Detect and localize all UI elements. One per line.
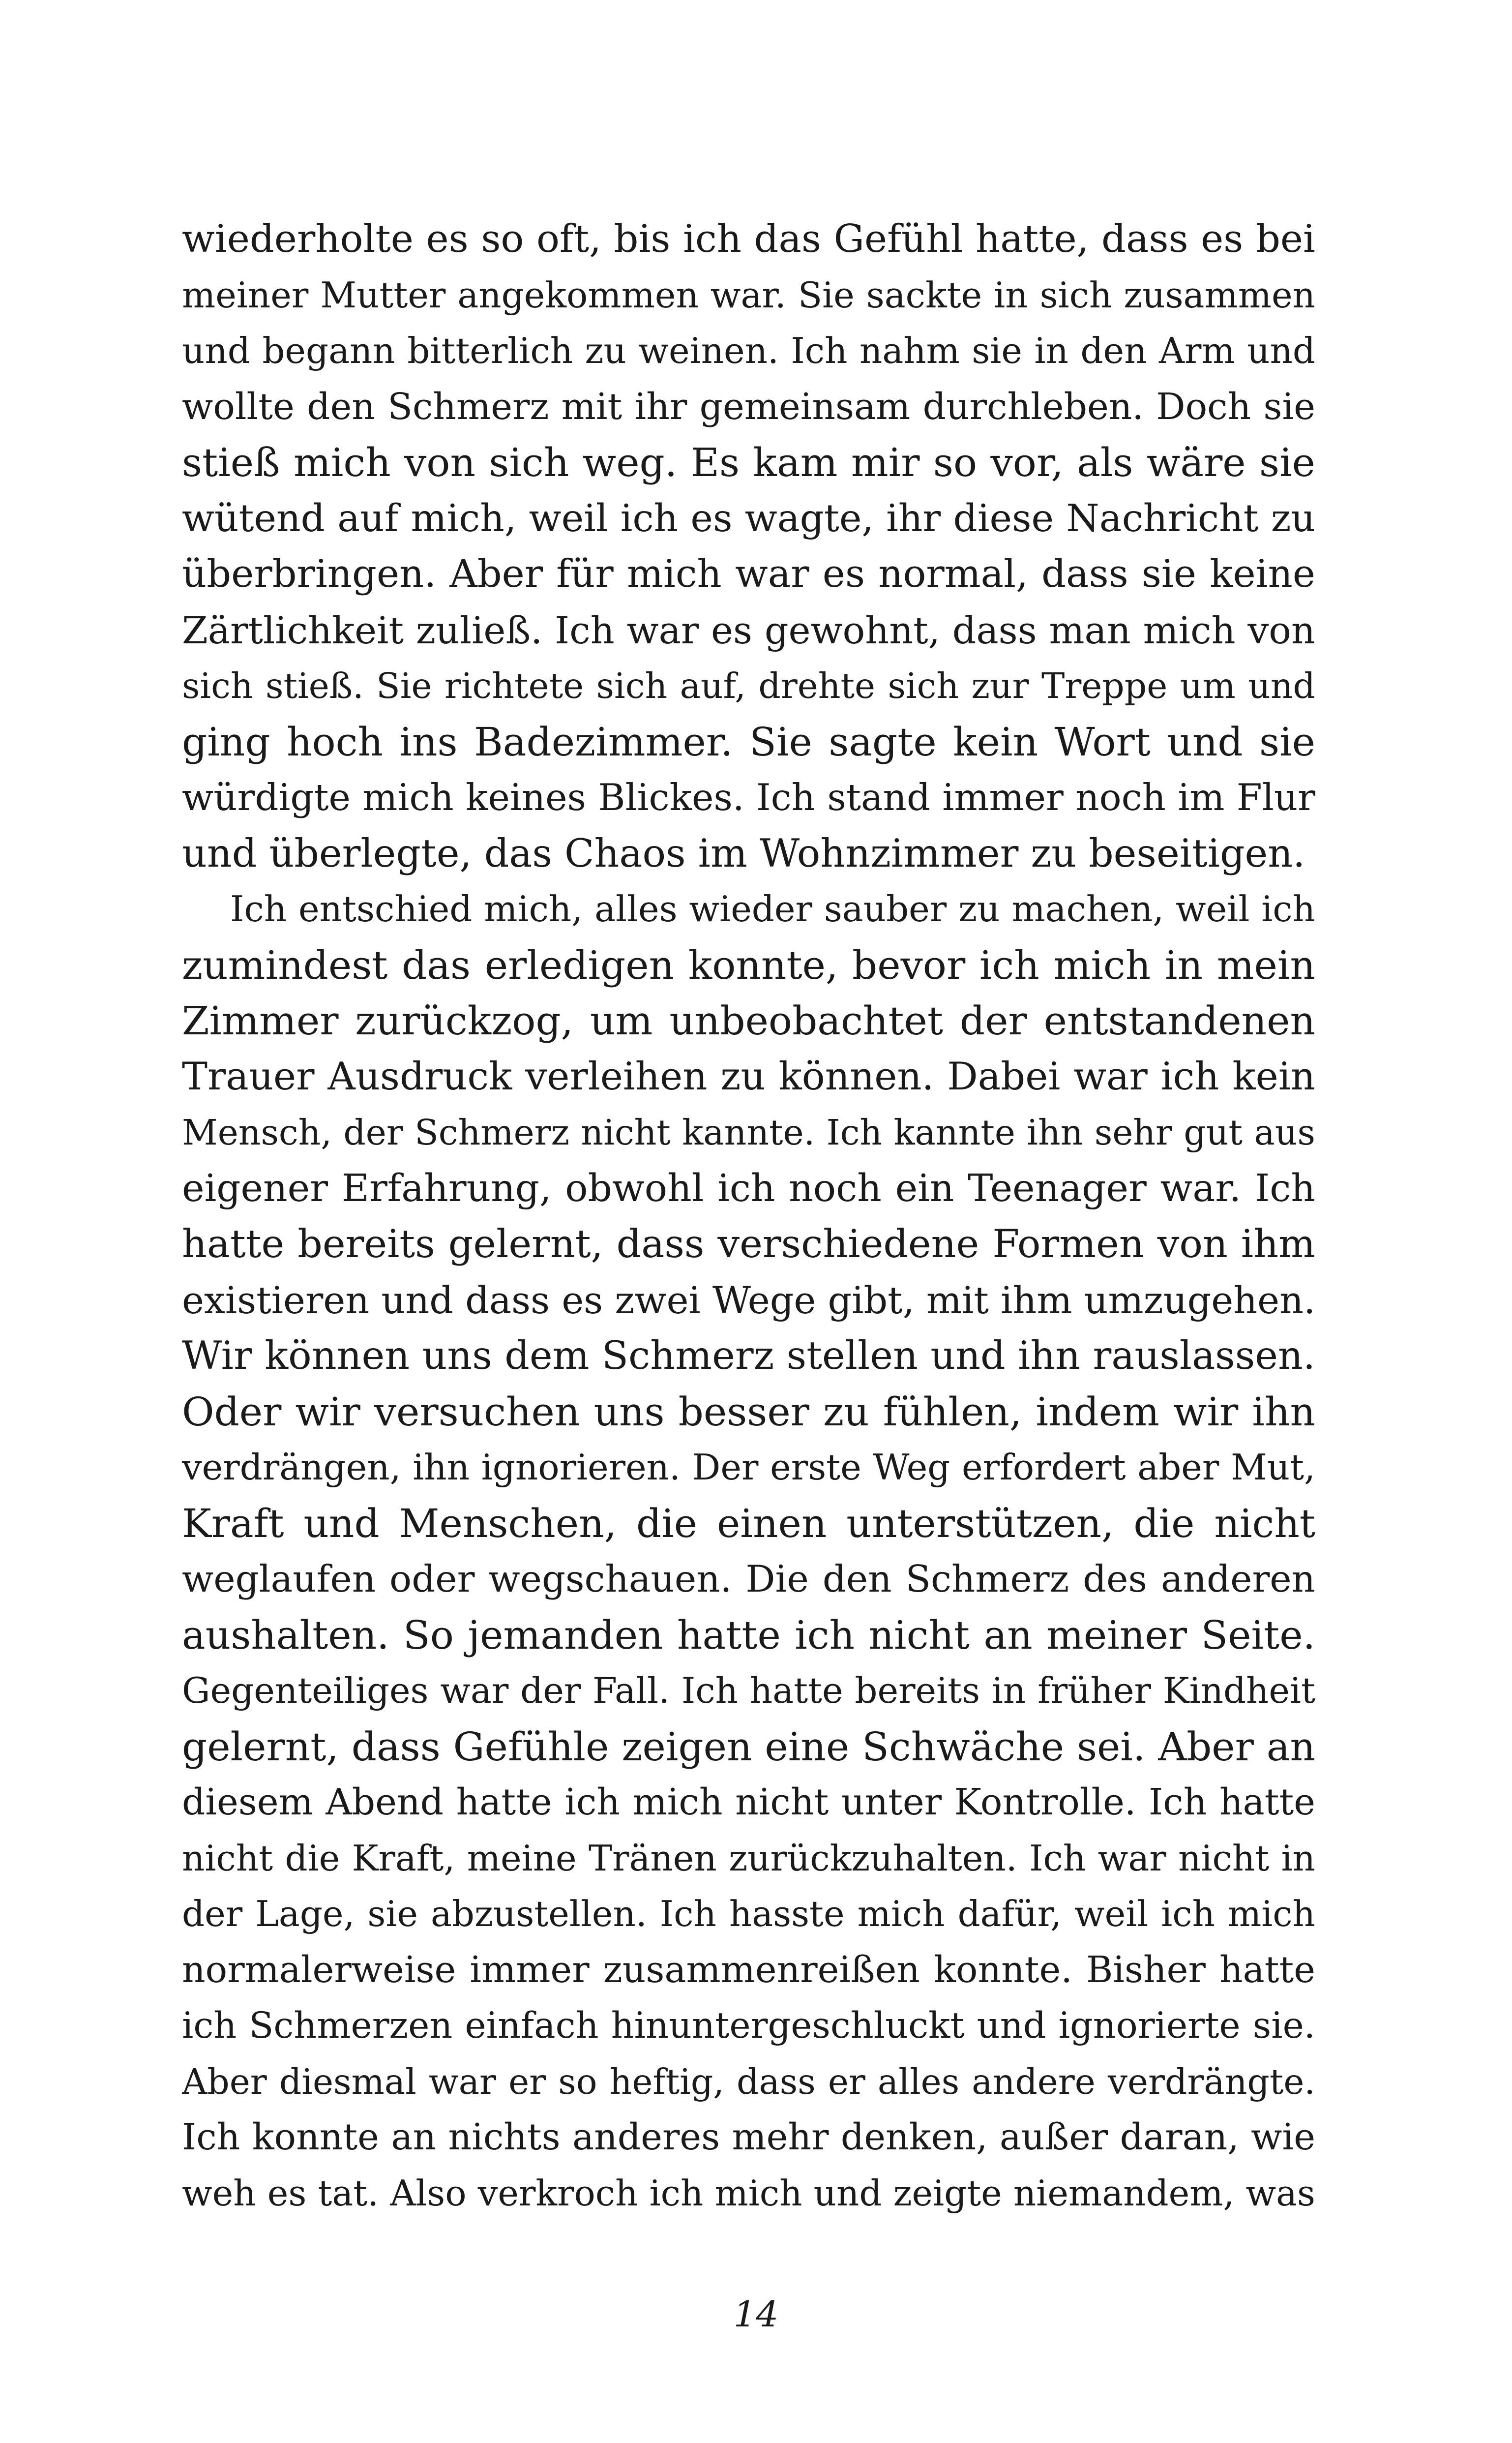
paragraph-1 xyxy=(182,211,1315,881)
text-line: verdrängen, ihn ignorieren. Der erste Weg erfordert aber Mut, xyxy=(182,1447,1315,1488)
body-text xyxy=(182,211,1315,2221)
text-line: Kraft und Menschen, die einen unterstützen, die nicht xyxy=(182,1500,1315,1546)
text-line: wütend auf mich, weil ich es wagte, ihr diese Nachricht zu xyxy=(182,496,1315,541)
text-line: sich stieß. Sie richtete sich auf, drehte sich zur Treppe um und xyxy=(182,665,1315,706)
text-line: und überlegte, das Chaos im Wohnzimmer zu beseitigen. xyxy=(182,830,1305,876)
text-line: nicht die Kraft, meine Tränen zurückzuhalten. Ich war nicht in xyxy=(182,1837,1315,1879)
page-number: 14 xyxy=(733,2293,779,2335)
text-line: wiederholte es so oft, bis ich das Gefühl hatte, dass es bei xyxy=(182,217,1315,261)
text-line: weh es tat. Also verkroch ich mich und zeigte niemandem, was xyxy=(182,2172,1315,2214)
text-line: und begann bitterlich zu weinen. Ich nahm sie in den Arm und xyxy=(182,330,1315,371)
text-line: zumindest das erledigen konnte, bevor ich mich in mein xyxy=(182,942,1315,988)
text-line: Ich konnte an nichts anderes mehr denken, außer daran, wie xyxy=(182,2116,1315,2158)
text-line: Aber diesmal war er so heftig, dass er alles andere verdrängte. xyxy=(182,2061,1315,2102)
text-line: ich Schmerzen einfach hinuntergeschluckt und ignorierte sie. xyxy=(182,2005,1315,2047)
text-line: aushalten. So jemanden hatte ich nicht an meiner Seite. xyxy=(182,1612,1315,1658)
text-line: überbringen. Aber für mich war es normal, dass sie keine xyxy=(182,552,1315,596)
text-line: Zärtlichkeit zuließ. Ich war es gewohnt, dass man mich von xyxy=(182,608,1315,652)
paragraph-2 xyxy=(182,881,1315,2221)
text-line: der Lage, sie abzustellen. Ich hasste mich dafür, weil ich mich xyxy=(182,1893,1315,1934)
text-line: Gegenteiliges war der Fall. Ich hatte bereits in früher Kindheit xyxy=(182,1670,1315,1711)
text-line: meiner Mutter angekommen war. Sie sackte in sich zusammen xyxy=(182,274,1315,316)
text-line: existieren und dass es zwei Wege gibt, mit ihm umzugehen. xyxy=(182,1278,1315,1322)
text-line: diesem Abend hatte ich mich nicht unter Kontrolle. Ich hatte xyxy=(182,1781,1315,1823)
text-line: wollte den Schmerz mit ihr gemeinsam durchleben. Doch sie xyxy=(182,385,1315,428)
text-line: Zimmer zurückzog, um unbeobachtet der entstandenen xyxy=(182,998,1315,1044)
text-line: ging hoch ins Badezimmer. Sie sagte kein Wort und sie xyxy=(182,719,1315,765)
text-line: stieß mich von sich weg. Es kam mir so vor, als wäre sie xyxy=(182,440,1315,485)
text-line: gelernt, dass Gefühle zeigen eine Schwäche sei. Aber an xyxy=(182,1723,1315,1770)
text-line: Trauer Ausdruck verleihen zu können. Dabei war ich kein xyxy=(182,1054,1315,1099)
text-line: Oder wir versuchen uns besser zu fühlen, indem wir ihn xyxy=(182,1388,1315,1435)
text-line: eigener Erfahrung, obwohl ich noch ein Teenager war. Ich xyxy=(182,1166,1315,1210)
text-line: Mensch, der Schmerz nicht kannte. Ich kannte ihn sehr gut aus xyxy=(182,1112,1315,1153)
text-line: weglaufen oder wegschauen. Die den Schmerz des anderen xyxy=(182,1557,1315,1600)
text-line: Wir können uns dem Schmerz stellen und ihn rauslassen. xyxy=(182,1333,1315,1378)
text-line: normalerweise immer zusammenreißen konnte. Bisher hatte xyxy=(182,1948,1315,1991)
text-line: hatte bereits gelernt, dass verschiedene Formen von ihm xyxy=(182,1221,1315,1267)
text-line: würdigte mich keines Blickes. Ich stand immer noch im Flur xyxy=(182,776,1315,819)
text-line: Ich entschied mich, alles wieder sauber zu machen, weil ich xyxy=(230,888,1315,930)
